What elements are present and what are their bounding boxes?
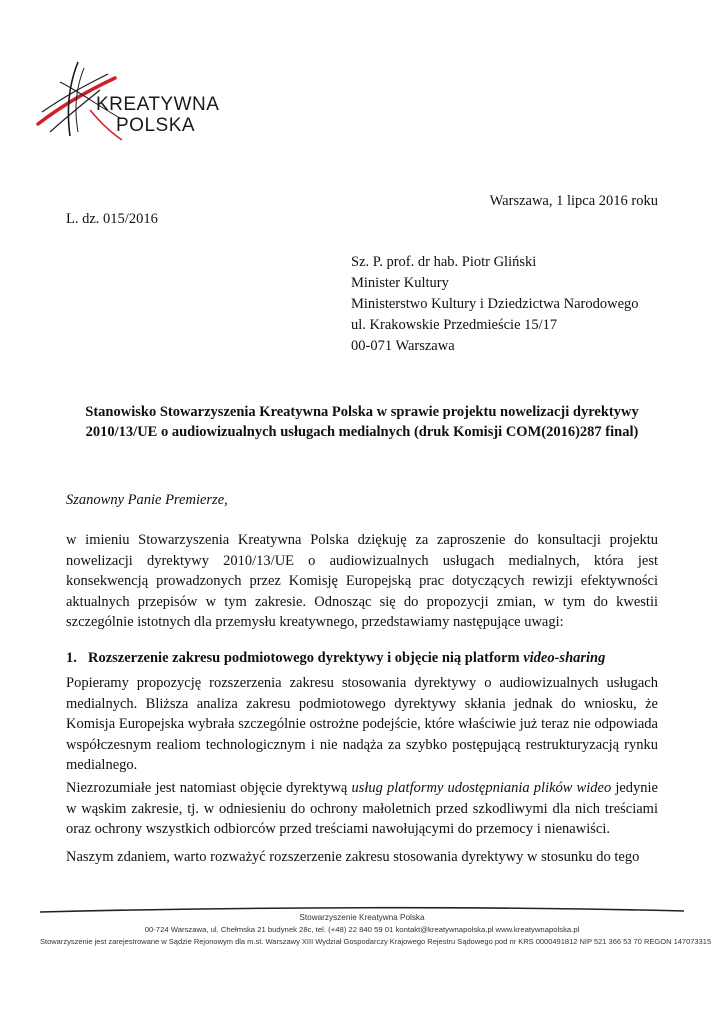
addressee-line: Sz. P. prof. dr hab. Piotr Gliński — [351, 254, 537, 270]
greeting: Szanowny Panie Premierze, — [66, 492, 228, 508]
section-heading — [66, 650, 605, 667]
logo-line1: KREATYWNA — [96, 94, 220, 115]
section-title: Rozszerzenie zakresu podmiotowego dyrektywy i objęcie nią platform — [88, 650, 524, 666]
addressee-line: Minister Kultury — [351, 275, 449, 291]
section-number: 1. — [66, 650, 77, 666]
addressee-line: 00-071 Warszawa — [351, 338, 455, 354]
addressee-line: Ministerstwo Kultury i Dziedzictwa Narodowego — [351, 296, 639, 312]
reference-number: L. dz. 015/2016 — [66, 211, 158, 227]
footer-registration: Stowarzyszenie jest zarejestrowane w Sądzie Rejonowym dla m.st. Warszawy XIII Wydział Gospodarczy Krajowego Rejestru Sądowego pod nr KRS 0000491812 NIP 521 366 53 70 REGON 147073315 — [40, 937, 712, 946]
logo-graphic — [30, 52, 220, 152]
intro-paragraph: w imieniu Stowarzyszenia Kreatywna Polska dziękuję za zaproszenie do konsultacji projektu nowelizacji dyrektywy 2010/13/UE o audiowizualnych usługach medialnych, która jest konsekwencją prowadzonych przez Komisję Europejską prac dotyczących rewizji efektywności aktualnych przepisów w tym zakresie. Odnosząc się do propozycji zmian, w tym do kwestii szczególnie istotnych dla przemysłu kreatywnego, przedstawiamy następujące uwagi: — [66, 532, 658, 630]
para-text: Niezrozumiałe jest natomiast objęcie dyrektywą — [66, 780, 352, 796]
footer-contact: 00-724 Warszawa, ul. Chełmska 21 budynek 28c, tel. (+48) 22 840 59 01 kontakt@kreatywnapolska.pl www.kreatywnapolska.pl — [144, 925, 580, 934]
kreatywna-polska-logo — [30, 52, 220, 152]
para-italic: usług platformy udostępniania plików wideo — [351, 780, 612, 796]
footer-organization: Stowarzyszenie Kreatywna Polska — [299, 913, 425, 922]
body-paragraph: Naszym zdaniem, warto rozważyć rozszerzenie zakresu stosowania dyrektywy w stosunku do tego — [66, 849, 640, 865]
body-paragraph — [66, 778, 658, 840]
logo-line2: POLSKA — [116, 115, 196, 136]
body-paragraph: Popieramy propozycję rozszerzenia zakresu stosowania dyrektywy o audiowizualnych usługach medialnych. Bliższa analiza zakresu podmiotowego dyrektywy skłania jednak do wniosku, że Komisja Europejska wybrała szczególnie ostrożne podejście, które właściwie już teraz nie odpowiada współczesnym realiom technologicznym i nie nadąża za szybko postępującą restrukturyzacją rynku medialnego. — [66, 675, 658, 773]
section-title-italic: video-sharing — [523, 650, 606, 666]
addressee-block — [351, 252, 639, 357]
addressee-line: ul. Krakowskie Przedmieście 15/17 — [351, 317, 558, 333]
letter-subject: Stanowisko Stowarzyszenia Kreatywna Polska w sprawie projektu nowelizacji dyrektywy 2010/13/UE o audiowizualnych usługach medialnych (druk Komisji COM(2016)287 final) — [85, 404, 639, 440]
letter-date: Warszawa, 1 lipca 2016 roku — [489, 193, 658, 209]
para-text: jedynie w wąskim zakresie, tj. w odniesieniu do ochrony małoletnich przed szkodliwymi dla nich treściami oraz ochrony wszystkich odbiorców przed treściami nawołującymi do przemocy i nienawiści. — [66, 780, 658, 837]
